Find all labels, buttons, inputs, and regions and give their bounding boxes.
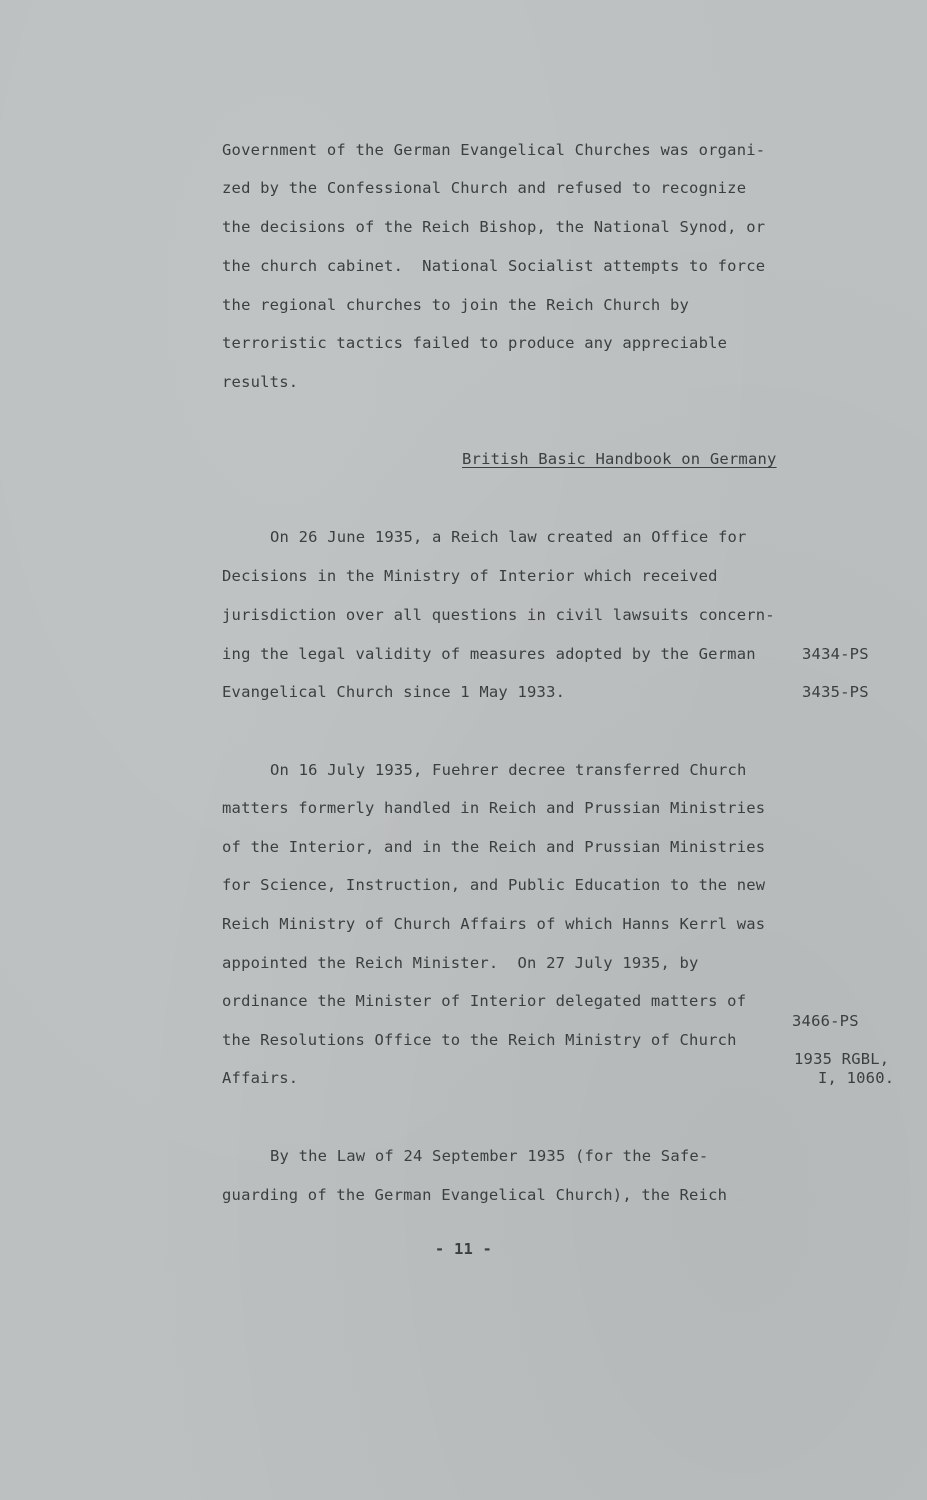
text-line: Government of the German Evangelical Churches was organi- (222, 141, 766, 159)
text-line: Decisions in the Ministry of Interior which received (222, 567, 718, 585)
text-line: On 26 June 1935, a Reich law created an Office for (270, 528, 747, 546)
text-line: ing the legal validity of measures adopted by the German (222, 645, 756, 663)
text-line: ordinance the Minister of Interior delegated matters of (222, 992, 747, 1010)
text-line: the Resolutions Office to the Reich Ministry of Church (222, 1031, 737, 1049)
text-line: Affairs. (222, 1069, 299, 1087)
text-line: the regional churches to join the Reich Church by (222, 296, 690, 314)
text-line: terroristic tactics failed to produce any appreciable (222, 334, 728, 352)
margin-reference-3434: 3434-PS (802, 645, 869, 663)
text-line: On 16 July 1935, Fuehrer decree transferred Church (270, 761, 747, 779)
text-line: zed by the Confessional Church and refused to recognize (222, 179, 747, 197)
text-line: jurisdiction over all questions in civil lawsuits concern- (222, 606, 775, 624)
margin-reference-rgbl: 1935 RGBL, (794, 1050, 890, 1068)
margin-reference-3466: 3466-PS (792, 1012, 859, 1030)
text-line: the church cabinet. National Socialist attempts to force (222, 257, 766, 275)
text-line: By the Law of 24 September 1935 (for the Safe- (270, 1147, 709, 1165)
text-line: Evangelical Church since 1 May 1933. (222, 683, 566, 701)
page-number: - 11 - (434, 1240, 493, 1258)
text-line: appointed the Reich Minister. On 27 July 1935, by (222, 954, 699, 972)
margin-reference-3435: 3435-PS (802, 683, 869, 701)
text-line: guarding of the German Evangelical Church), the Reich (222, 1186, 728, 1204)
text-line: matters formerly handled in Reich and Prussian Ministries (222, 799, 766, 817)
text-line: for Science, Instruction, and Public Education to the new (222, 876, 766, 894)
text-line: Reich Ministry of Church Affairs of which Hanns Kerrl was (222, 915, 766, 933)
text-line: results. (222, 373, 299, 391)
text-line: the decisions of the Reich Bishop, the National Synod, or (222, 218, 766, 236)
margin-reference-rgbl-page: I, 1060. (818, 1069, 895, 1087)
text-line: of the Interior, and in the Reich and Prussian Ministries (222, 838, 766, 856)
source-heading: British Basic Handbook on Germany (462, 450, 777, 468)
